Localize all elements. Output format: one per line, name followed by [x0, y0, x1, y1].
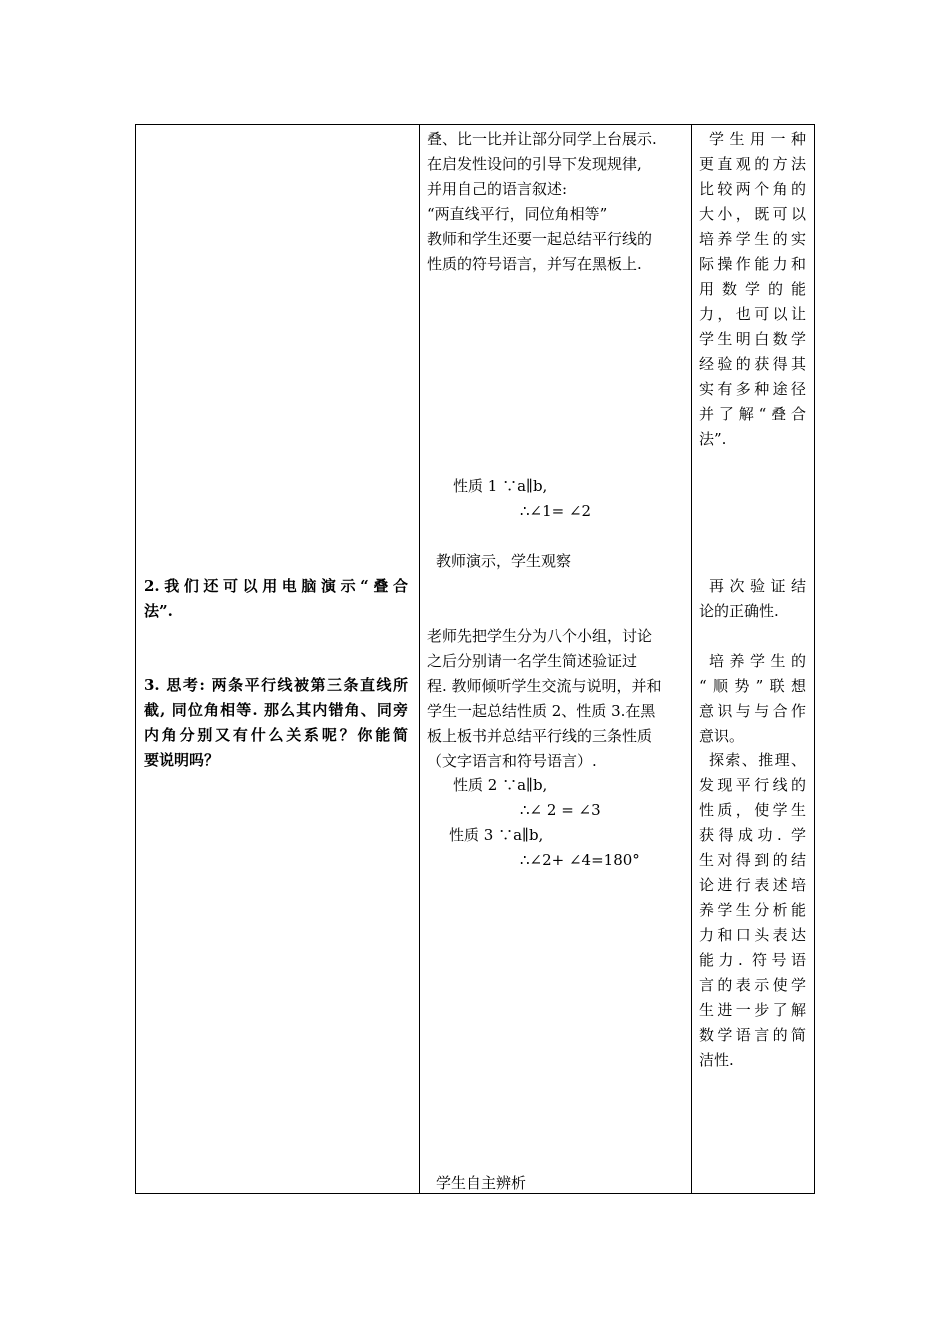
right-block4-line3: 性质，使学生 [699, 801, 806, 819]
right-block2-line2: 论的正确性. [699, 602, 779, 620]
right-block1-line5: 培养学生的实 [699, 230, 806, 248]
right-block1-line10: 经验的获得其 [699, 355, 806, 373]
right-block1-line12: 并了解“叠合 [699, 405, 806, 423]
mid-block1-line2: 在启发性设问的引导下发现规律, [427, 155, 642, 173]
right-block4-line1: 探索、推理、 [709, 751, 806, 769]
column-divider-1 [419, 125, 420, 1193]
item3-line2: 截, 同位角相等. 那么其内错角、同旁 [144, 701, 408, 719]
right-block4-line9: 能力. 符号语 [699, 951, 806, 969]
item2-line2: 法”. [144, 602, 173, 620]
right-block4-line11: 生进一步了解 [699, 1001, 806, 1019]
right-block4-line13: 洁性. [699, 1051, 734, 1069]
right-block1-line8: 力，也可以让 [699, 305, 806, 323]
right-block4-line2: 发现平行线的 [699, 776, 806, 794]
right-block4-line4: 获得成功. 学 [699, 826, 806, 844]
mid-block1-line6: 性质的符号语言，并写在黑板上. [427, 255, 642, 273]
right-block4-line8: 力和口头表达 [699, 926, 806, 944]
right-block3-line2: “顺势”联想 [699, 677, 806, 695]
right-block1-line9: 学生明白数学 [699, 330, 806, 348]
right-block1-line6: 际操作能力和 [699, 255, 806, 273]
right-block4-line12: 数学语言的简 [699, 1026, 806, 1044]
mid-block2-line6: （文字语言和符号语言）. [427, 752, 597, 770]
property3-premise: 性质 3 ∵a∥b, [449, 826, 544, 844]
student-analysis-text: 学生自主辨析 [436, 1174, 527, 1192]
right-block1-line3: 比较两个角的 [699, 180, 806, 198]
property2-premise: 性质 2 ∵a∥b, [453, 776, 548, 794]
right-block3-line1: 培养学生的 [709, 652, 806, 670]
right-block4-line10: 言的表示使学 [699, 976, 806, 994]
property1-premise: 性质 1 ∵a∥b, [453, 477, 548, 495]
mid-block2-line2: 之后分别请一名学生简述验证过 [427, 652, 638, 670]
property3-conclusion: ∴∠2+ ∠4=180° [520, 851, 640, 869]
right-block3-line4: 意识。 [699, 727, 745, 745]
right-block3-line3: 意识与与合作 [699, 702, 806, 720]
mid-block2-line4: 学生一起总结性质 2、性质 3.在黑 [427, 702, 656, 720]
mid-block1-line1: 叠、比一比并让部分同学上台展示. [427, 130, 657, 148]
right-block1-line13: 法”. [699, 430, 727, 448]
property2-conclusion: ∴∠ 2 = ∠3 [520, 801, 601, 819]
mid-block2-line1: 老师先把学生分为八个小组，讨论 [427, 627, 653, 645]
item3-line4: 要说明吗？ [144, 751, 220, 769]
right-block4-line7: 养学生分析能 [699, 901, 806, 919]
item2-line1: 2.我们还可以用电脑演示“叠合 [144, 577, 408, 595]
right-block1-line7: 用数学的能 [699, 280, 806, 298]
mid-block1-line4: “两直线平行，同位角相等” [427, 205, 608, 223]
right-block4-line6: 论进行表述培 [699, 876, 806, 894]
mid-block1-line3: 并用自己的语言叙述: [427, 180, 568, 198]
mid-block1-line5: 教师和学生还要一起总结平行线的 [427, 230, 653, 248]
property1-conclusion: ∴∠1= ∠2 [520, 502, 592, 520]
right-block1-line4: 大小，既可以 [699, 205, 806, 223]
mid-block2-line3: 程. 教师倾听学生交流与说明，并和 [427, 677, 662, 695]
right-block4-line5: 生对得到的结 [699, 851, 806, 869]
teacher-demo-text: 教师演示，学生观察 [436, 552, 572, 570]
right-block1-line11: 实有多种途径 [699, 380, 806, 398]
column-divider-2 [691, 125, 692, 1193]
item3-line1: 3. 思考: 两条平行线被第三条直线所 [144, 676, 408, 694]
right-block1-line1: 学生用一种 [709, 130, 806, 148]
right-block2-line1: 再次验证结 [709, 577, 806, 595]
item3-line3: 内角分别又有什么关系呢？你能简 [144, 726, 408, 744]
mid-block2-line5: 板上板书并总结平行线的三条性质 [427, 727, 653, 745]
right-block1-line2: 更直观的方法 [699, 155, 806, 173]
